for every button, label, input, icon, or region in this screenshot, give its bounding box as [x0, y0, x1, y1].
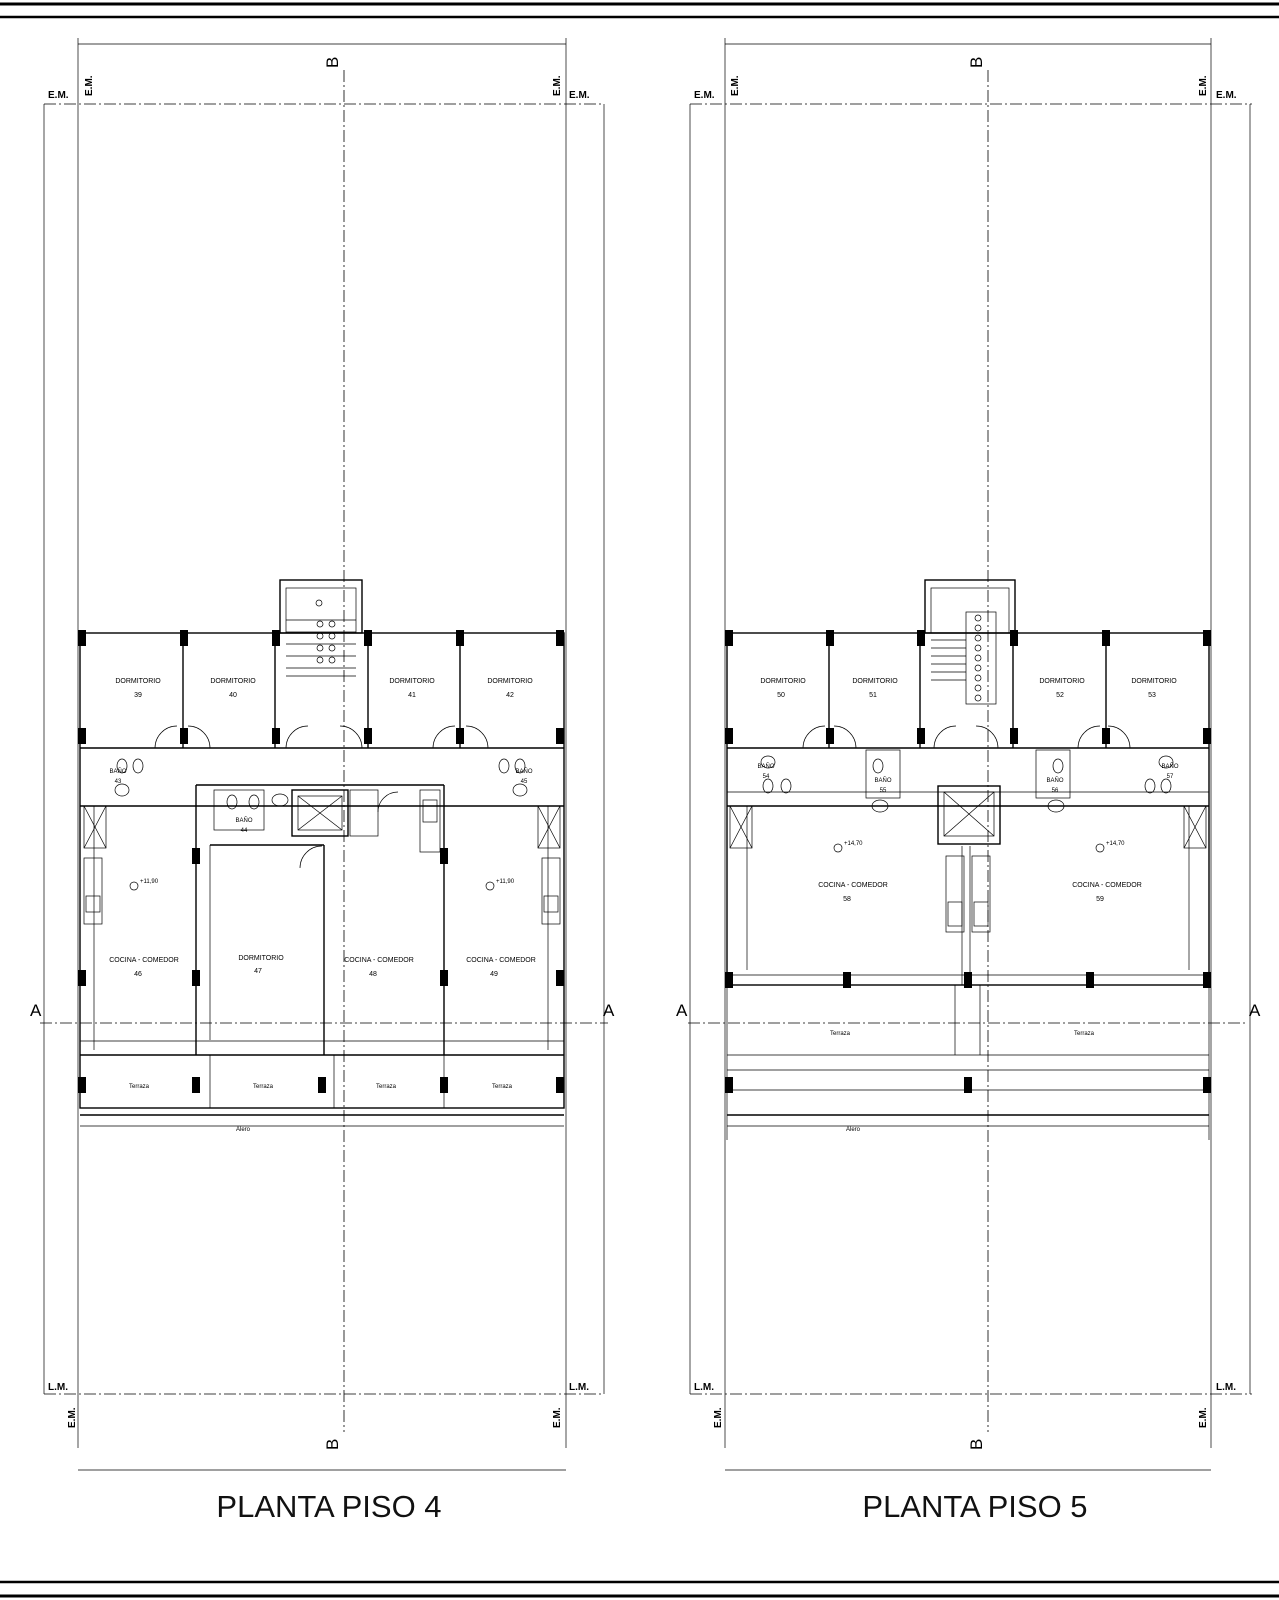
room-id-53: 53 [1148, 692, 1156, 699]
terrace-label-1: Terraza [128, 1084, 150, 1090]
room-name-48: COCINA - COMEDOR [344, 957, 414, 964]
floor-plan-4 [30, 38, 615, 1524]
room-id-48: 48 [369, 971, 377, 978]
level-label-left: +14,70 [844, 841, 863, 847]
label-em-side-bottom-left: E.M. [67, 1407, 78, 1428]
room-id-41: 41 [408, 692, 416, 699]
room-id-55: 55 [879, 788, 887, 794]
label-em-side-top-right: E.M. [1198, 75, 1209, 96]
room-id-45: 45 [520, 779, 528, 785]
level-marker-left [130, 882, 138, 890]
room-id-49: 49 [490, 971, 498, 978]
label-em-top-right: E.M. [569, 90, 590, 101]
room-name-49: COCINA - COMEDOR [466, 957, 536, 964]
label-em-side-bottom-left: E.M. [713, 1407, 724, 1428]
room-id-47: 47 [254, 968, 262, 975]
label-em-side-top-right: E.M. [552, 75, 563, 96]
room-id-42: 42 [506, 692, 514, 699]
level-marker-left [834, 844, 842, 852]
room-name-55: BAÑO [874, 778, 892, 784]
section-marker-b-bottom: B [323, 1438, 342, 1450]
room-name-45: BAÑO [515, 769, 533, 775]
terrace-label-2: Terraza [252, 1084, 274, 1090]
room-name-54: BAÑO [757, 764, 775, 770]
eave-label: Alero [235, 1127, 251, 1133]
label-em-top-left: E.M. [694, 90, 715, 101]
kitchen-fixtures [84, 759, 560, 924]
label-lm-bottom-right: L.M. [569, 1382, 589, 1393]
label-lm-bottom-left: L.M. [694, 1382, 714, 1393]
label-em-side-top-left: E.M. [84, 75, 95, 96]
room-id-58: 58 [843, 896, 851, 903]
plan-title: PLANTA PISO 4 [216, 1489, 442, 1524]
section-marker-a-right: A [1249, 1001, 1261, 1020]
section-marker-a-left: A [30, 1001, 42, 1020]
level-label-left: +11,90 [140, 879, 159, 885]
room-name-52: DORMITORIO [1039, 678, 1085, 685]
label-em-side-bottom-right: E.M. [1198, 1407, 1209, 1428]
label-em-side-bottom-right: E.M. [552, 1407, 563, 1428]
terrace-label-4: Terraza [491, 1084, 513, 1090]
section-marker-a-right: A [603, 1001, 615, 1020]
room-name-47: DORMITORIO [238, 955, 284, 962]
terrace-label-3: Terraza [375, 1084, 397, 1090]
label-em-top-left: E.M. [48, 90, 69, 101]
building-outline [727, 633, 1209, 985]
floor-plan-5 [676, 38, 1261, 1524]
room-name-44: BAÑO [235, 818, 253, 824]
room-id-56: 56 [1051, 788, 1059, 794]
room-id-46: 46 [134, 971, 142, 978]
room-id-39: 39 [134, 692, 142, 699]
room-name-59: COCINA - COMEDOR [1072, 882, 1142, 889]
stair-inner [931, 588, 1009, 633]
plan-title: PLANTA PISO 5 [862, 1489, 1088, 1524]
room-id-59: 59 [1096, 896, 1104, 903]
stair-steps [931, 612, 996, 704]
section-marker-b-bottom: B [967, 1438, 986, 1450]
door-swings [803, 726, 1130, 748]
room-id-43: 43 [114, 779, 122, 785]
room-name-57: BAÑO [1161, 764, 1179, 770]
room-name-58: COCINA - COMEDOR [818, 882, 888, 889]
room-id-54: 54 [762, 774, 770, 780]
room-name-40: DORMITORIO [210, 678, 256, 685]
stair-inner [286, 588, 356, 633]
room-name-43: BAÑO [109, 769, 127, 775]
label-lm-bottom-right: L.M. [1216, 1382, 1236, 1393]
structural-columns [78, 630, 564, 1093]
section-marker-b-top: B [967, 56, 986, 68]
section-marker-a-left: A [676, 1001, 688, 1020]
room-id-51: 51 [869, 692, 877, 699]
room-id-44: 44 [240, 828, 248, 834]
building-outline [80, 633, 564, 1108]
level-label-right: +11,90 [496, 879, 515, 885]
room-name-56: BAÑO [1046, 778, 1064, 784]
stair-steps [286, 600, 356, 676]
room-name-42: DORMITORIO [487, 678, 533, 685]
level-label-right: +14,70 [1106, 841, 1125, 847]
room-name-46: COCINA - COMEDOR [109, 957, 179, 964]
room-name-53: DORMITORIO [1131, 678, 1177, 685]
eave-label: Alero [845, 1127, 861, 1133]
terrace-label-2: Terraza [1073, 1031, 1095, 1037]
level-marker-right [486, 882, 494, 890]
room-name-39: DORMITORIO [115, 678, 161, 685]
level-marker-right [1096, 844, 1104, 852]
label-em-top-right: E.M. [1216, 90, 1237, 101]
structural-columns [725, 630, 1211, 1093]
room-id-40: 40 [229, 692, 237, 699]
label-em-side-top-left: E.M. [730, 75, 741, 96]
room-name-50: DORMITORIO [760, 678, 806, 685]
terrace-label-1: Terraza [829, 1031, 851, 1037]
room-id-57: 57 [1166, 774, 1174, 780]
label-lm-bottom-left: L.M. [48, 1382, 68, 1393]
room-name-51: DORMITORIO [852, 678, 898, 685]
room-name-41: DORMITORIO [389, 678, 435, 685]
room-id-52: 52 [1056, 692, 1064, 699]
section-marker-b-top: B [323, 56, 342, 68]
room-id-50: 50 [777, 692, 785, 699]
